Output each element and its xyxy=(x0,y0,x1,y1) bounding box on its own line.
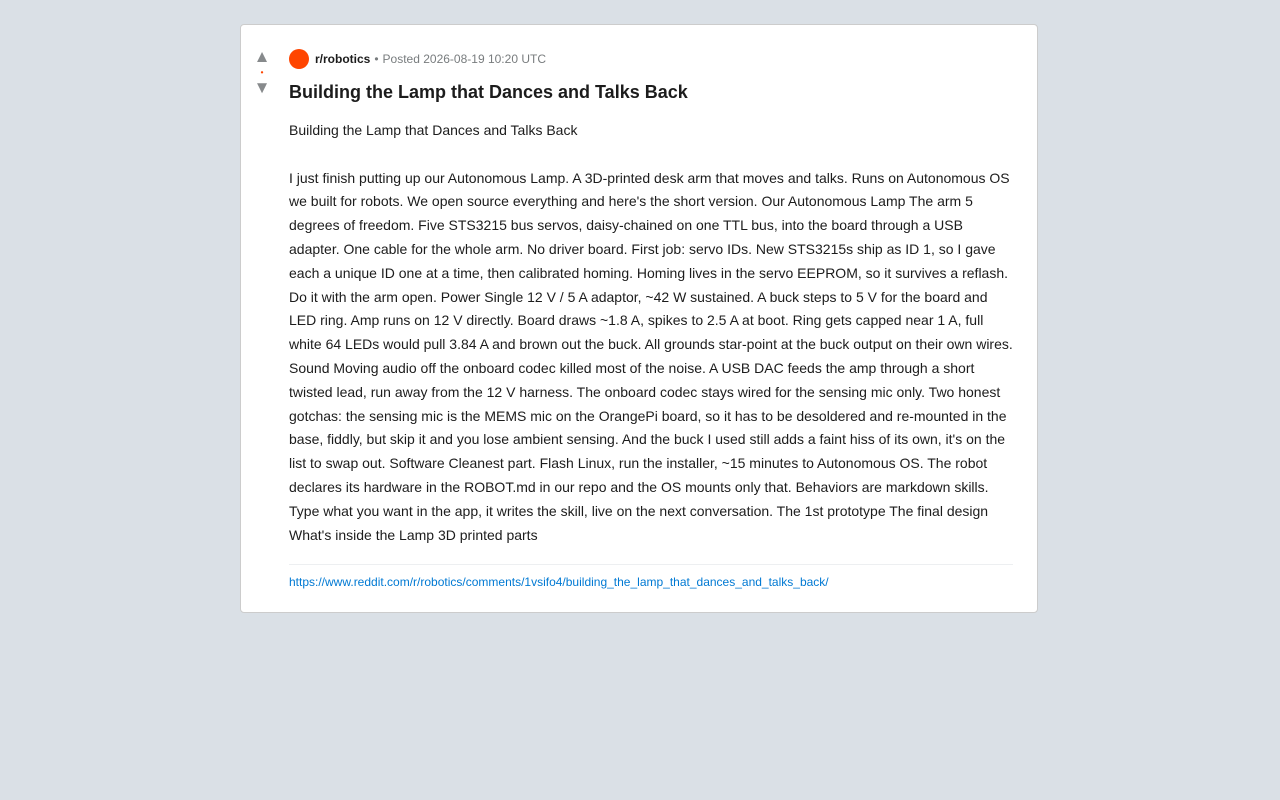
vote-score: • xyxy=(260,68,264,77)
post-card xyxy=(240,24,1038,613)
post-meta xyxy=(289,47,1013,71)
post-footer xyxy=(289,564,1013,590)
subreddit-name[interactable]: r/robotics xyxy=(315,52,371,66)
post-permalink[interactable]: https://www.reddit.com/r/robotics/comments/1vsifo4/building_the_lamp_that_dances_and_talks_back/ xyxy=(289,575,829,590)
post-body xyxy=(289,119,1013,547)
vote-column xyxy=(241,47,283,98)
meta-separator: • xyxy=(374,52,379,66)
post-body-paragraph: I just finish putting up our Autonomous Lamp. A 3D-printed desk arm that moves and talks. Runs on Autonomous OS we built for robots. We open source everything and here's the short version. Our Autonomous Lamp The arm 5 degrees of freedom. Five STS3215 bus servos, daisy-chained on one TTL bus, into the board through a USB adapter. One cable for the whole arm. No driver board. First job: servo IDs. New STS3215s ship as ID 1, so I gave each a unique ID one at a time, then calibrated homing. Homing lives in the servo EEPROM, so it survives a reflash. Do it with the arm open. Power Single 12 V / 5 A adaptor, ~42 W sustained. A buck steps to 5 V for the board and LED ring. Amp runs on 12 V directly. Board draws ~1.8 A, spikes to 2.5 A at boot. Ring gets capped near 1 A, full white 64 LEDs would pull 3.84 A and brown out the buck. All grounds star-point at the buck output on their own wires. Sound Moving audio off the onboard codec killed most of the noise. A USB DAC feeds the amp through a short twisted lead, run away from the 12 V harness. The onboard codec stays wired for the sensing mic only. Two honest gotchas: the sensing mic is the MEMS mic on the OrangePi board, so it has to be desoldered and re-mounted in the base, fiddly, but skip it and you lose ambient sensing. And the buck I used still adds a faint hiss of its own, it's on the list to swap out. Software Cleanest part. Flash Linux, run the installer, ~15 minutes to Autonomous OS. The robot declares its hardware in the ROBOT.md in our repo and the OS mounts only that. Behaviors are markdown skills. Type what you want in the app, it writes the skill, live on the next conversation. The 1st prototype The final design What's inside the Lamp 3D printed parts xyxy=(289,169,1013,543)
paragraph-gap xyxy=(289,143,1013,167)
posted-timestamp: Posted 2026-08-19 10:20 UTC xyxy=(382,52,546,66)
upvote-icon[interactable]: ▲ xyxy=(253,47,271,66)
subreddit-avatar-icon[interactable] xyxy=(289,49,309,69)
downvote-icon[interactable]: ▼ xyxy=(253,78,271,97)
post-title[interactable]: Building the Lamp that Dances and Talks Back xyxy=(289,82,688,102)
post-body-first-line: Building the Lamp that Dances and Talks Back xyxy=(289,122,578,138)
